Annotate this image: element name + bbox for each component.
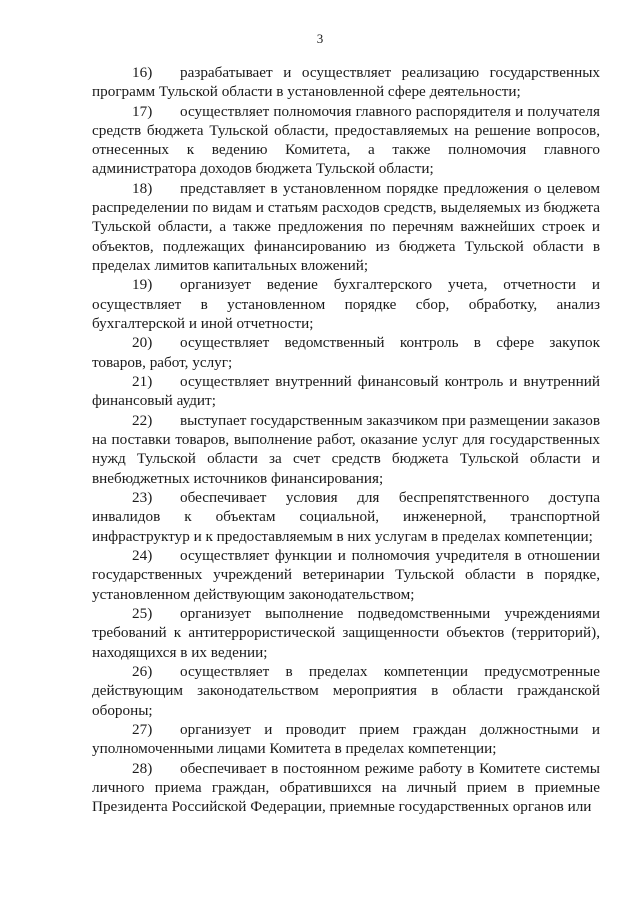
item-number: 18) (132, 180, 153, 197)
item-number: 22) (132, 412, 153, 429)
list-item-16 (92, 63, 600, 101)
item-number: 16) (132, 64, 153, 81)
item-text: выступает государственным заказчиком при размещении заказов на поставки товаров, выполнение работ, оказание услуг для государственных нужд Тульской области за счет средств бюджета Тульской области и внебюджетных источников финансирования; (92, 412, 600, 487)
page-number: 3 (316, 31, 324, 46)
list-item-28 (92, 759, 600, 817)
list-item-23 (92, 488, 600, 546)
item-text: представляет в установленном порядке предложения о целевом распределении по видам и статьям расходов средств, выделяемых из бюджета Тульской области, а также предложения по перечням важнейших строек и объектов, подлежащих финансированию из бюджета Тульской области в пределах лимитов капитальных вложений; (92, 180, 600, 274)
list-item-24 (92, 546, 600, 604)
item-number: 25) (132, 605, 153, 623)
item-number: 28) (132, 760, 153, 777)
item-text: организует и проводит прием граждан должностными и уполномоченными лицами Комитета в пределах компетенции; (92, 721, 600, 758)
item-text: обеспечивает в постоянном режиме работу в Комитете системы личного приема граждан, обратившихся на личный прием в приемные Президента Российской Федерации, приемные государственных органов или (92, 760, 600, 816)
item-text: осуществляет в пределах компетенции предусмотренные действующим законодательством мероприятия в области гражданской обороны; (92, 663, 600, 719)
item-number: 19) (132, 276, 153, 294)
item-number: 26) (132, 663, 153, 681)
list-item-18 (92, 179, 600, 275)
item-text: обеспечивает условия для беспрепятственного доступа инвалидов к объектам социальной, инженерной, транспортной инфраструктур и к предоставляемым в них услугам в пределах компетенции; (92, 489, 600, 545)
item-number: 17) (132, 102, 153, 120)
list-item-17 (92, 102, 600, 179)
item-text: осуществляет внутренний финансовый контроль и внутренний финансовый аудит; (92, 373, 600, 410)
item-text: осуществляет функции и полномочия учредителя в отношении государственных учреждений ветеринарии Тульской области в порядке, установленном действующим законодательством; (92, 547, 600, 603)
list-item-20 (92, 333, 600, 371)
item-number: 23) (132, 489, 153, 507)
item-text: осуществляет ведомственный контроль в сфере закупок товаров, работ, услуг; (92, 334, 600, 371)
list-item-21 (92, 372, 600, 410)
item-number: 24) (132, 547, 153, 565)
list-item-22 (92, 411, 600, 488)
item-text: организует ведение бухгалтерского учета, отчетности и осуществляет в установленном порядке сбор, обработку, анализ бухгалтерской и иной отчетности; (92, 276, 600, 332)
document-body (92, 63, 600, 817)
item-text: организует выполнение подведомственными учреждениями требований к антитеррористической защищенности объектов (территорий), находящихся в их ведении; (92, 605, 600, 661)
item-text: разрабатывает и осуществляет реализацию государственных программ Тульской области в установленной сфере деятельности; (92, 64, 600, 101)
list-item-27 (92, 720, 600, 758)
list-item-26 (92, 662, 600, 720)
list-item-19 (92, 275, 600, 333)
item-number: 21) (132, 373, 153, 391)
item-number: 27) (132, 721, 153, 739)
item-text: осуществляет полномочия главного распорядителя и получателя средств бюджета Тульской области, предоставляемых на решение вопросов, отнесенных к ведению Комитета, а также полномочия главного администратора доходов бюджета Тульской области; (92, 102, 600, 178)
item-number: 20) (132, 334, 153, 352)
list-item-25 (92, 604, 600, 662)
